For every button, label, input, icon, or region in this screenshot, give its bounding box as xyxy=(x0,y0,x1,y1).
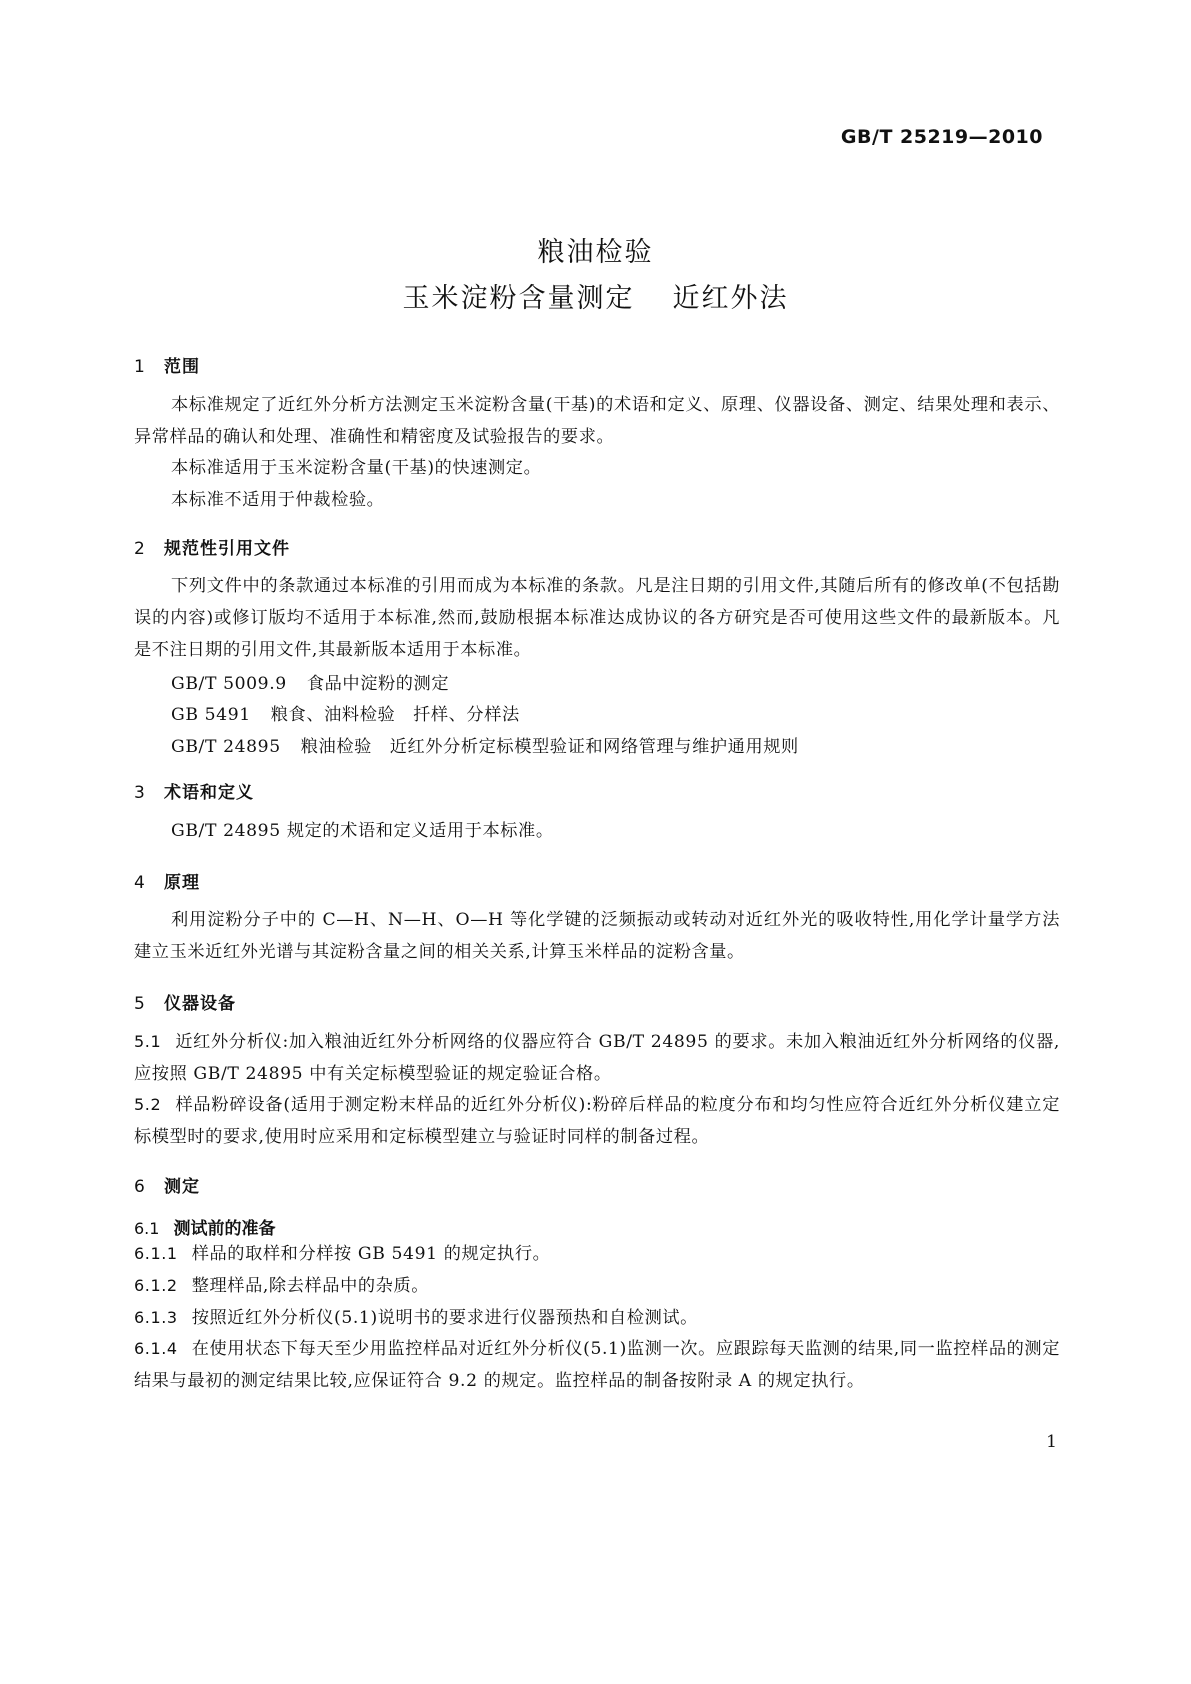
section-number: 6 xyxy=(134,1177,146,1197)
section-3-heading xyxy=(134,778,254,803)
standard-code: GB/T 25219—2010 xyxy=(840,126,1043,148)
title-line-2 xyxy=(0,276,1191,315)
section-number: 2 xyxy=(134,539,146,559)
subsection-title: 测试前的准备 xyxy=(173,1219,276,1239)
section-4-heading xyxy=(134,868,200,893)
title-line-1: 粮油检验 xyxy=(537,237,654,268)
clause-6-1-3 xyxy=(134,1302,1060,1334)
clause-number: 5.2 xyxy=(134,1095,162,1114)
clause-number: 5.1 xyxy=(134,1032,162,1051)
section-title: 测定 xyxy=(164,1177,200,1197)
clause-text: 整理样品,除去样品中的杂质。 xyxy=(191,1276,430,1296)
section-title: 仪器设备 xyxy=(164,994,236,1014)
reference-title: 粮食、油料检验 扦样、分样法 xyxy=(270,705,520,725)
clause-5-1 xyxy=(134,1026,1060,1090)
page-number: 1 xyxy=(1046,1432,1057,1452)
section-5-heading xyxy=(134,989,236,1014)
clause-number: 6.1.3 xyxy=(134,1308,178,1327)
section-title: 规范性引用文件 xyxy=(164,539,290,559)
section-title: 术语和定义 xyxy=(164,783,254,803)
clause-text: 近红外分析仪:加入粮油近红外分析网络的仪器应符合 GB/T 24895 的要求。未加入粮油近红外分析网络的仪器,应按照 GB/T 24895 中有关定标模型验证的规定验证合格。 xyxy=(134,1032,1060,1084)
reference-item xyxy=(171,732,799,757)
section-number: 1 xyxy=(134,357,146,377)
reference-title: 粮油检验 近红外分析定标模型验证和网络管理与维护通用规则 xyxy=(300,737,799,757)
section-2-paragraph-1: 下列文件中的条款通过本标准的引用而成为本标准的条款。凡是注日期的引用文件,其随后所有的修改单(不包括勘误的内容)或修订版均不适用于本标准,然而,鼓励根据本标准达成协议的各方研究是否可使用这些文件的最新版本。凡是不注日期的引用文件,其最新版本适用于本标准。 xyxy=(134,576,1060,660)
section-number: 5 xyxy=(134,994,146,1014)
clause-text: 样品粉碎设备(适用于测定粉末样品的近红外分析仪):粉碎后样品的粒度分布和均匀性应符合近红外分析仪建立定标模型时的要求,使用时应采用和定标模型建立与验证时同样的制备过程。 xyxy=(134,1095,1060,1147)
section-1-paragraph-3: 本标准不适用于仲裁检验。 xyxy=(171,490,385,510)
clause-text: 样品的取样和分样按 GB 5491 的规定执行。 xyxy=(191,1244,551,1264)
section-number: 4 xyxy=(134,873,146,893)
clause-text: 按照近红外分析仪(5.1)说明书的要求进行仪器预热和自检测试。 xyxy=(191,1308,698,1328)
clause-number: 6.1.4 xyxy=(134,1339,178,1358)
section-title: 范围 xyxy=(164,357,200,377)
reference-item xyxy=(171,669,449,694)
subsection-6-1-heading xyxy=(134,1214,275,1239)
subsection-number: 6.1 xyxy=(134,1219,160,1238)
section-6-heading xyxy=(134,1172,200,1197)
section-3-paragraph-1: GB/T 24895 规定的术语和定义适用于本标准。 xyxy=(171,821,554,841)
section-1-paragraph-2: 本标准适用于玉米淀粉含量(干基)的快速测定。 xyxy=(171,458,542,478)
section-1-paragraph-1: 本标准规定了近红外分析方法测定玉米淀粉含量(干基)的术语和定义、原理、仪器设备、测定、结果处理和表示、异常样品的确认和处理、准确性和精密度及试验报告的要求。 xyxy=(134,395,1060,447)
reference-code: GB/T 24895 xyxy=(171,737,281,757)
clause-6-1-2 xyxy=(134,1270,1060,1302)
reference-title: 食品中淀粉的测定 xyxy=(306,674,450,694)
title-method: 近红外法 xyxy=(672,283,789,314)
clause-6-1-1 xyxy=(134,1238,1060,1270)
reference-item xyxy=(171,700,520,725)
section-title: 原理 xyxy=(164,873,200,893)
reference-code: GB 5491 xyxy=(171,705,251,725)
section-2-heading xyxy=(134,534,290,559)
section-4-paragraph-1: 利用淀粉分子中的 C—H、N—H、O—H 等化学键的泛频振动或转动对近红外光的吸收特性,用化学计量学方法建立玉米近红外光谱与其淀粉含量之间的相关关系,计算玉米样品的淀粉含量。 xyxy=(134,910,1060,962)
clause-6-1-4 xyxy=(134,1333,1060,1397)
clause-text: 在使用状态下每天至少用监控样品对近红外分析仪(5.1)监测一次。应跟踪每天监测的结果,同一监控样品的测定结果与最初的测定结果比较,应保证符合 9.2 的规定。监控样品的制备按附录 A 的规定执行。 xyxy=(134,1339,1060,1391)
reference-code: GB/T 5009.9 xyxy=(171,674,287,694)
title-subject: 玉米淀粉含量测定 xyxy=(402,283,635,314)
clause-number: 6.1.2 xyxy=(134,1276,178,1295)
section-number: 3 xyxy=(134,783,146,803)
clause-number: 6.1.1 xyxy=(134,1244,178,1263)
clause-5-2 xyxy=(134,1089,1060,1153)
section-1-heading xyxy=(134,352,200,377)
